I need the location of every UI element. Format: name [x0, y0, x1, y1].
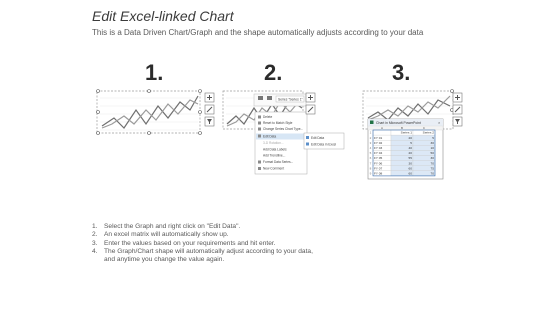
page-subtitle: This is a Data Driven Chart/Graph and the shape automatically adjusts according to your data [92, 28, 424, 37]
row-number[interactable]: 8 [369, 166, 372, 171]
step-number-3: 3. [392, 60, 411, 85]
sheet-cell-value: Series 2 [422, 130, 434, 135]
instructions-list [92, 223, 313, 264]
row-number[interactable]: 2 [369, 135, 372, 140]
instruction-item: 4. The Graph/Chart shape will automatically adjust according to your data, and anytime you change the value again. [92, 247, 313, 264]
menu-item-delete[interactable]: Delete [263, 115, 273, 119]
chart-filter-icon[interactable] [453, 117, 462, 126]
sheet-cell-value: 50 [430, 151, 434, 156]
row-number[interactable]: 7 [369, 161, 372, 166]
chart-styles-icon[interactable] [306, 105, 315, 114]
column-header-B[interactable]: B [400, 126, 404, 130]
submenu-edit-data-excel[interactable]: Edit Data in Excel [311, 142, 337, 147]
chart-filter-icon[interactable] [205, 117, 214, 126]
edit-data-submenu [304, 133, 344, 149]
sheet-cell-value: 30 [430, 156, 434, 161]
column-header-C[interactable]: C [422, 126, 426, 130]
sheet-cell-value: 55 [408, 156, 412, 161]
menu-item-change-chart-type[interactable]: Change Series Chart Type... [263, 127, 304, 131]
sheet-cell-value: FY 05 [374, 156, 383, 161]
chart-panel-1[interactable] [92, 88, 222, 138]
chart-styles-icon[interactable] [453, 105, 462, 114]
sheet-cell-value: FY 03 [374, 146, 383, 150]
sheet-cell-value: FY 07 [374, 166, 383, 171]
instruction-item: 1. Select the Graph and right click on "Edit Data". [92, 223, 241, 230]
sheet-cell-value: 60 [408, 171, 412, 176]
chart-styles-icon[interactable] [205, 105, 214, 114]
sheet-cell-value: FY 08 [374, 171, 383, 176]
sheet-cell-value: 30 [430, 140, 434, 145]
chart-panel-2[interactable] [218, 88, 348, 178]
sheet-cell-value: 30 [408, 161, 412, 166]
menu-item-add-trendline[interactable]: Add Trendline... [263, 153, 286, 158]
sheet-cell-value: 75 [430, 166, 434, 171]
row-number[interactable]: 5 [369, 151, 372, 156]
row-number[interactable]: 6 [369, 156, 372, 161]
menu-item-add-data-labels[interactable]: Add Data Labels [263, 147, 287, 152]
sheet-cell-value: 70 [430, 171, 434, 176]
sheet-cell-value: 5 [432, 135, 434, 140]
sheet-cell-value: 5 [410, 140, 412, 145]
chart-panel-3[interactable] [358, 88, 468, 180]
menu-item-format-series[interactable]: Format Data Series... [263, 160, 294, 164]
close-icon[interactable]: × [438, 120, 441, 125]
sheet-cell-value: FY 02 [374, 140, 383, 145]
instruction-item: 3. Enter the values based on your requirements and hit enter. [92, 239, 276, 247]
instruction-item: 2. An excel matrix will automatically show up. [92, 231, 229, 239]
chart-elements-icon[interactable] [453, 93, 462, 102]
sheet-cell-value: FY 04 [374, 151, 383, 156]
series-selector[interactable]: Series "Series 1" [278, 97, 303, 102]
sheet-cell-value: FY 06 [374, 161, 383, 166]
sheet-cell-value: 40 [408, 146, 412, 150]
row-number[interactable]: 9 [369, 171, 372, 176]
sheet-cell-value: 10 [430, 146, 434, 150]
sheet-cell-value: Series 1 [400, 130, 412, 135]
submenu-edit-data[interactable]: Edit Data [311, 136, 325, 140]
chart-elements-icon[interactable] [205, 93, 214, 102]
menu-item-reset-style[interactable]: Reset to Match Style [263, 121, 293, 125]
column-header-A[interactable]: A [380, 126, 384, 130]
page-title: Edit Excel-linked Chart [92, 8, 234, 24]
row-number[interactable]: 1 [369, 130, 372, 135]
row-number[interactable]: 3 [369, 140, 372, 145]
sheet-cell-value: 20 [408, 151, 412, 156]
step-number-2: 2. [264, 60, 283, 85]
spreadsheet-title: Chart in Microsoft PowerPoint [376, 121, 421, 125]
row-number[interactable]: 4 [369, 146, 372, 150]
sheet-cell-value: 20 [408, 135, 412, 140]
sheet-cell-value: 60 [408, 166, 412, 171]
spreadsheet-window [368, 119, 443, 179]
step-number-1: 1. [145, 60, 164, 85]
menu-item-3d-rotation[interactable]: 3-D Rotation... [263, 141, 284, 145]
sheet-cell[interactable] [373, 130, 391, 135]
chart-elements-icon[interactable] [306, 93, 315, 102]
sheet-cell-value: FY 01 [374, 135, 383, 140]
sheet-cell-value: 70 [430, 161, 434, 166]
menu-item-edit-data[interactable]: Edit Data [263, 134, 277, 139]
menu-item-new-comment[interactable]: New Comment [263, 166, 285, 171]
context-menu [255, 112, 307, 174]
